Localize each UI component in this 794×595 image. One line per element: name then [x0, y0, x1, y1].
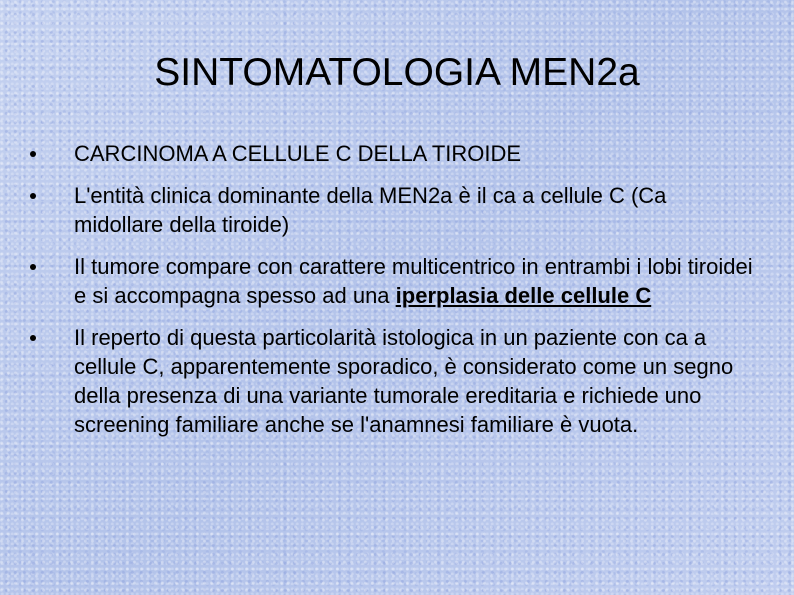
- emphasized-term: iperplasia delle cellule C: [395, 283, 652, 308]
- bullet-dot-icon: [30, 193, 36, 199]
- bullet-item: [30, 181, 760, 239]
- bullet-text: Il tumore compare con carattere multicentrico in entrambi i lobi tiroidei e si accompagna spesso ad una: [74, 254, 753, 308]
- bullet-text: CARCINOMA A CELLULE C DELLA TIROIDE: [74, 141, 522, 166]
- bullet-text: L'entità clinica dominante della MEN2a è il ca a cellule C (Ca midollare della tiroide): [74, 183, 667, 237]
- bullet-list: [30, 139, 760, 452]
- bullet-text: Il reperto di questa particolarità istologica in un paziente con ca a cellule C, apparentemente sporadico, è considerato come un segno della presenza di una variante tumorale ereditaria e richiede uno screening familiare anche se l'anamnesi familiare è vuota.: [74, 325, 734, 437]
- slide-title: SINTOMATOLOGIA MEN2a: [154, 51, 640, 94]
- bullet-item: [30, 323, 760, 439]
- bullet-item: [30, 252, 760, 310]
- bullet-item: [30, 139, 760, 168]
- bullet-dot-icon: [30, 264, 36, 270]
- bullet-dot-icon: [30, 335, 36, 341]
- bullet-dot-icon: [30, 151, 36, 157]
